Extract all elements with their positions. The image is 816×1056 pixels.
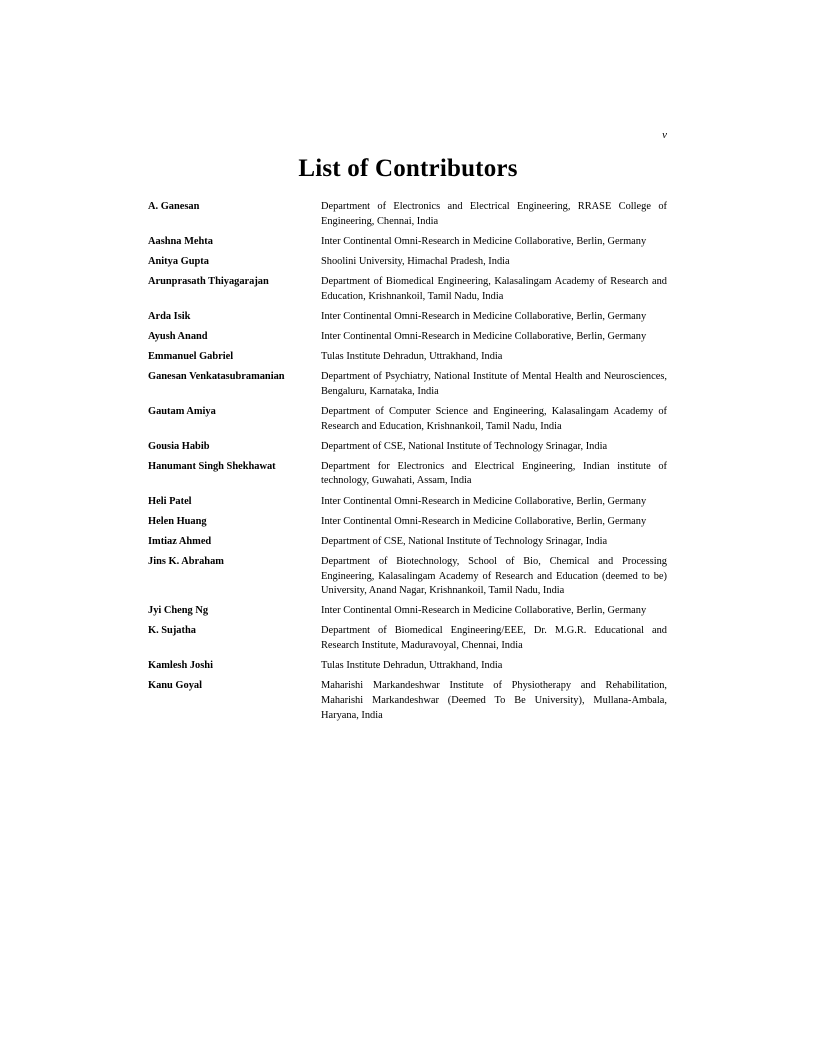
- contributor-list: [148, 200, 667, 729]
- contributor-affiliation: Department of CSE, National Institute of Technology Srinagar, India: [321, 440, 608, 452]
- contributor-affiliation: Tulas Institute Dehradun, Uttrakhand, India: [321, 350, 503, 362]
- page-number: v: [662, 129, 667, 141]
- contributor-affiliation: Inter Continental Omni-Research in Medicine Collaborative, Berlin, Germany: [321, 515, 647, 527]
- contributor-affiliation: Tulas Institute Dehradun, Uttrakhand, India: [321, 660, 503, 672]
- contributor-affiliation: Department of CSE, National Institute of Technology Srinagar, India: [321, 535, 608, 547]
- contributor-row: [148, 515, 667, 530]
- contributor-name: Emmanuel Gabriel: [148, 350, 234, 362]
- contributor-name: Jins K. Abraham: [148, 555, 224, 567]
- contributor-affiliation: Inter Continental Omni-Research in Medicine Collaborative, Berlin, Germany: [321, 310, 647, 322]
- contributor-row: [148, 330, 667, 345]
- contributor-name: Arunprasath Thiyagarajan: [148, 275, 269, 287]
- contributor-affiliation: Department for Electronics and Electrical Engineering, Indian institute of technology, Guwahati, Assam, India: [321, 460, 667, 487]
- contributor-name: A. Ganesan: [148, 201, 200, 212]
- contributor-row: [148, 275, 667, 304]
- contributor-affiliation: Inter Continental Omni-Research in Medicine Collaborative, Berlin, Germany: [321, 605, 647, 617]
- contributor-affiliation: Department of Computer Science and Engineering, Kalasalingam Academy of Research and Education, Krishnankoil, Tamil Nadu, India: [321, 405, 667, 432]
- contributor-affiliation: Inter Continental Omni-Research in Medicine Collaborative, Berlin, Germany: [321, 235, 647, 247]
- contributor-row: [148, 624, 667, 653]
- contributor-affiliation: Department of Biomedical Engineering/EEE, Dr. M.G.R. Educational and Research Institute, Maduravoyal, Chennai, India: [321, 625, 667, 652]
- contributor-affiliation: Inter Continental Omni-Research in Medicine Collaborative, Berlin, Germany: [321, 495, 647, 507]
- contributor-affiliation: Department of Biotechnology, School of Bio, Chemical and Processing Engineering, Kalasalingam Academy of Research and Education (deemed to be) University, Anand Nagar, Krishnankoil, Tamil Nadu, India: [321, 555, 667, 597]
- contributor-name: Kamlesh Joshi: [148, 660, 213, 672]
- contributor-name: Hanumant Singh Shekhawat: [148, 460, 276, 472]
- contributor-name: Jyi Cheng Ng: [148, 605, 209, 617]
- contributor-affiliation: Inter Continental Omni-Research in Medicine Collaborative, Berlin, Germany: [321, 330, 647, 342]
- contributor-row: [148, 679, 667, 723]
- contributor-name: Heli Patel: [148, 495, 192, 507]
- contributor-name: Gautam Amiya: [148, 405, 216, 417]
- contributor-row: [148, 659, 667, 674]
- contributor-row: [148, 310, 667, 325]
- contributor-affiliation: Department of Biomedical Engineering, Kalasalingam Academy of Research and Education, Krishnankoil, Tamil Nadu, India: [321, 275, 667, 302]
- contributor-row: [148, 460, 667, 489]
- contributor-name: Arda Isik: [148, 310, 191, 322]
- contributor-affiliation: Shoolini University, Himachal Pradesh, India: [321, 255, 510, 267]
- page-title: List of Contributors: [298, 155, 518, 182]
- contributor-row: [148, 350, 667, 365]
- contributor-name: Imtiaz Ahmed: [148, 535, 212, 547]
- contributor-name: Kanu Goyal: [148, 680, 202, 692]
- contributor-row: [148, 405, 667, 434]
- contributor-row: [148, 200, 667, 229]
- contributor-name: Ganesan Venkatasubramanian: [148, 371, 285, 383]
- contributor-row: [148, 495, 667, 510]
- contributor-affiliation: Department of Electronics and Electrical Engineering, RRASE College of Engineering, Chennai, India: [321, 201, 667, 227]
- contributor-name: Ayush Anand: [148, 330, 208, 342]
- contributor-name: Helen Huang: [148, 515, 207, 527]
- contributor-name: Gousia Habib: [148, 440, 210, 452]
- contributor-row: [148, 555, 667, 599]
- contributor-row: [148, 370, 667, 399]
- contributor-name: Anitya Gupta: [148, 255, 209, 267]
- contributor-row: [148, 604, 667, 619]
- contributor-affiliation: Maharishi Markandeshwar Institute of Physiotherapy and Rehabilitation, Maharishi Markandeshwar (Deemed To Be University), Mullana-Ambala, Haryana, India: [321, 680, 667, 721]
- contributor-name: Aashna Mehta: [148, 235, 213, 247]
- contributor-affiliation: Department of Psychiatry, National Institute of Mental Health and Neurosciences, Bengaluru, Karnataka, India: [321, 371, 667, 397]
- contributor-row: [148, 440, 667, 455]
- contributor-row: [148, 235, 667, 250]
- contributor-name: K. Sujatha: [148, 625, 196, 637]
- contributor-row: [148, 535, 667, 550]
- contributor-row: [148, 255, 667, 270]
